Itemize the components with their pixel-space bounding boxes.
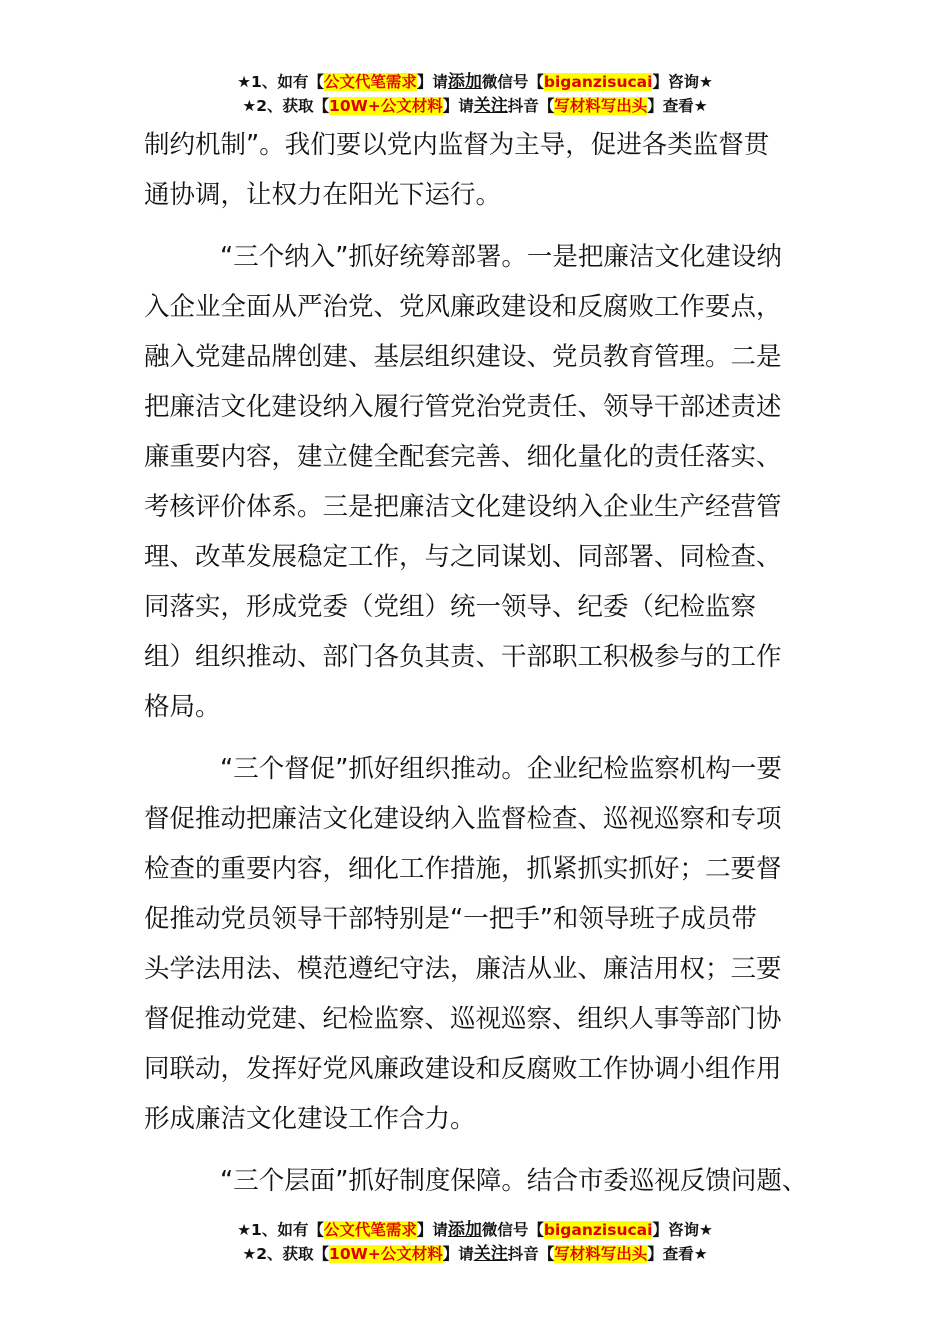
text-line: “三个督促”抓好组织推动。企业纪检监察机构一要 xyxy=(220,754,782,784)
banner-highlight: 10W+公文材料 xyxy=(329,1245,443,1263)
banner-text: 】请 xyxy=(442,97,474,115)
banner-text: 抖音【 xyxy=(507,1245,555,1263)
banner-text: 】请 xyxy=(416,1221,448,1239)
paragraph xyxy=(144,744,810,1144)
banner-highlight: 10W+公文材料 xyxy=(329,97,443,115)
text-line: “三个纳入”抓好统筹部署。一是把廉洁文化建设纳 xyxy=(220,242,782,272)
header-banner xyxy=(0,70,950,118)
star-icon: ★ xyxy=(242,1245,257,1263)
banner-underline: 添加 xyxy=(447,1220,482,1240)
banner-line-1 xyxy=(0,1218,950,1242)
text-line: 通协调，让权力在阳光下运行。 xyxy=(144,180,502,210)
banner-text: 】查看★ xyxy=(647,1245,708,1263)
banner-highlight: 公文代笔需求 xyxy=(323,73,417,91)
banner-line-2 xyxy=(0,94,950,118)
text-line: 组）组织推动、部门各负其责、干部职工积极参与的工作 xyxy=(144,642,782,672)
paragraph xyxy=(144,232,810,732)
banner-text: 2、获取【 xyxy=(256,1245,330,1263)
banner-text: 】咨询★ xyxy=(652,73,713,91)
banner-highlight: 写材料写出头 xyxy=(554,1245,648,1263)
paragraph-gap xyxy=(144,732,810,744)
text-line: 头学法用法、模范遵纪守法，廉洁从业、廉洁用权；三要 xyxy=(144,954,782,984)
text-line: 考核评价体系。三是把廉洁文化建设纳入企业生产经营管 xyxy=(144,492,782,522)
paragraph xyxy=(144,120,810,220)
banner-text: 微信号【 xyxy=(481,1221,544,1239)
footer-banner xyxy=(0,1218,950,1266)
text-line: 入企业全面从严治党、党风廉政建设和反腐败工作要点， xyxy=(144,292,782,322)
text-line: 检查的重要内容，细化工作措施，抓紧抓实抓好；二要督 xyxy=(144,854,782,884)
banner-highlight: 公文代笔需求 xyxy=(323,1221,417,1239)
banner-line-2 xyxy=(0,1242,950,1266)
banner-text: 2、获取【 xyxy=(256,97,330,115)
paragraph xyxy=(144,1156,810,1206)
banner-text: 】咨询★ xyxy=(652,1221,713,1239)
text-line: 同落实，形成党委（党组）统一领导、纪委（纪检监察 xyxy=(144,592,757,622)
banner-highlight: biganzisucai xyxy=(543,73,653,91)
text-line: 把廉洁文化建设纳入履行管党治党责任、领导干部述责述 xyxy=(144,392,782,422)
text-line: 督促推动把廉洁文化建设纳入监督检查、巡视巡察和专项 xyxy=(144,804,782,834)
banner-line-1 xyxy=(0,70,950,94)
text-line: “三个层面”抓好制度保障。结合市委巡视反馈问题、 xyxy=(220,1166,808,1196)
star-icon: ★ xyxy=(237,73,252,91)
banner-highlight: biganzisucai xyxy=(543,1221,653,1239)
banner-underline: 关注 xyxy=(473,1244,508,1264)
text-line: 融入党建品牌创建、基层组织建设、党员教育管理。二是 xyxy=(144,342,782,372)
banner-text: 】请 xyxy=(416,73,448,91)
banner-underline: 关注 xyxy=(473,96,508,116)
paragraph-gap xyxy=(144,220,810,232)
text-line: 督促推动党建、纪检监察、巡视巡察、组织人事等部门协 xyxy=(144,1004,782,1034)
paragraph-gap xyxy=(144,1144,810,1156)
text-line: 理、改革发展稳定工作，与之同谋划、同部署、同检查、 xyxy=(144,542,782,572)
banner-text: 1、如有【 xyxy=(251,1221,324,1239)
banner-underline: 添加 xyxy=(447,72,482,92)
text-line: 制约机制”。我们要以党内监督为主导，促进各类监督贯 xyxy=(144,130,770,160)
banner-text: 微信号【 xyxy=(481,73,544,91)
text-line: 形成廉洁文化建设工作合力。 xyxy=(144,1104,476,1134)
star-icon: ★ xyxy=(237,1221,252,1239)
text-line: 促推动党员领导干部特别是“一把手”和领导班子成员带 xyxy=(144,904,757,934)
star-icon: ★ xyxy=(242,97,257,115)
banner-text: 1、如有【 xyxy=(251,73,324,91)
banner-text: 】请 xyxy=(442,1245,474,1263)
banner-highlight: 写材料写出头 xyxy=(554,97,648,115)
text-line: 同联动，发挥好党风廉政建设和反腐败工作协调小组作用 xyxy=(144,1054,782,1084)
text-line: 廉重要内容，建立健全配套完善、细化量化的责任落实、 xyxy=(144,442,782,472)
document-body xyxy=(144,120,810,1206)
banner-text: 】查看★ xyxy=(647,97,708,115)
banner-text: 抖音【 xyxy=(507,97,555,115)
text-line: 格局。 xyxy=(144,692,221,722)
